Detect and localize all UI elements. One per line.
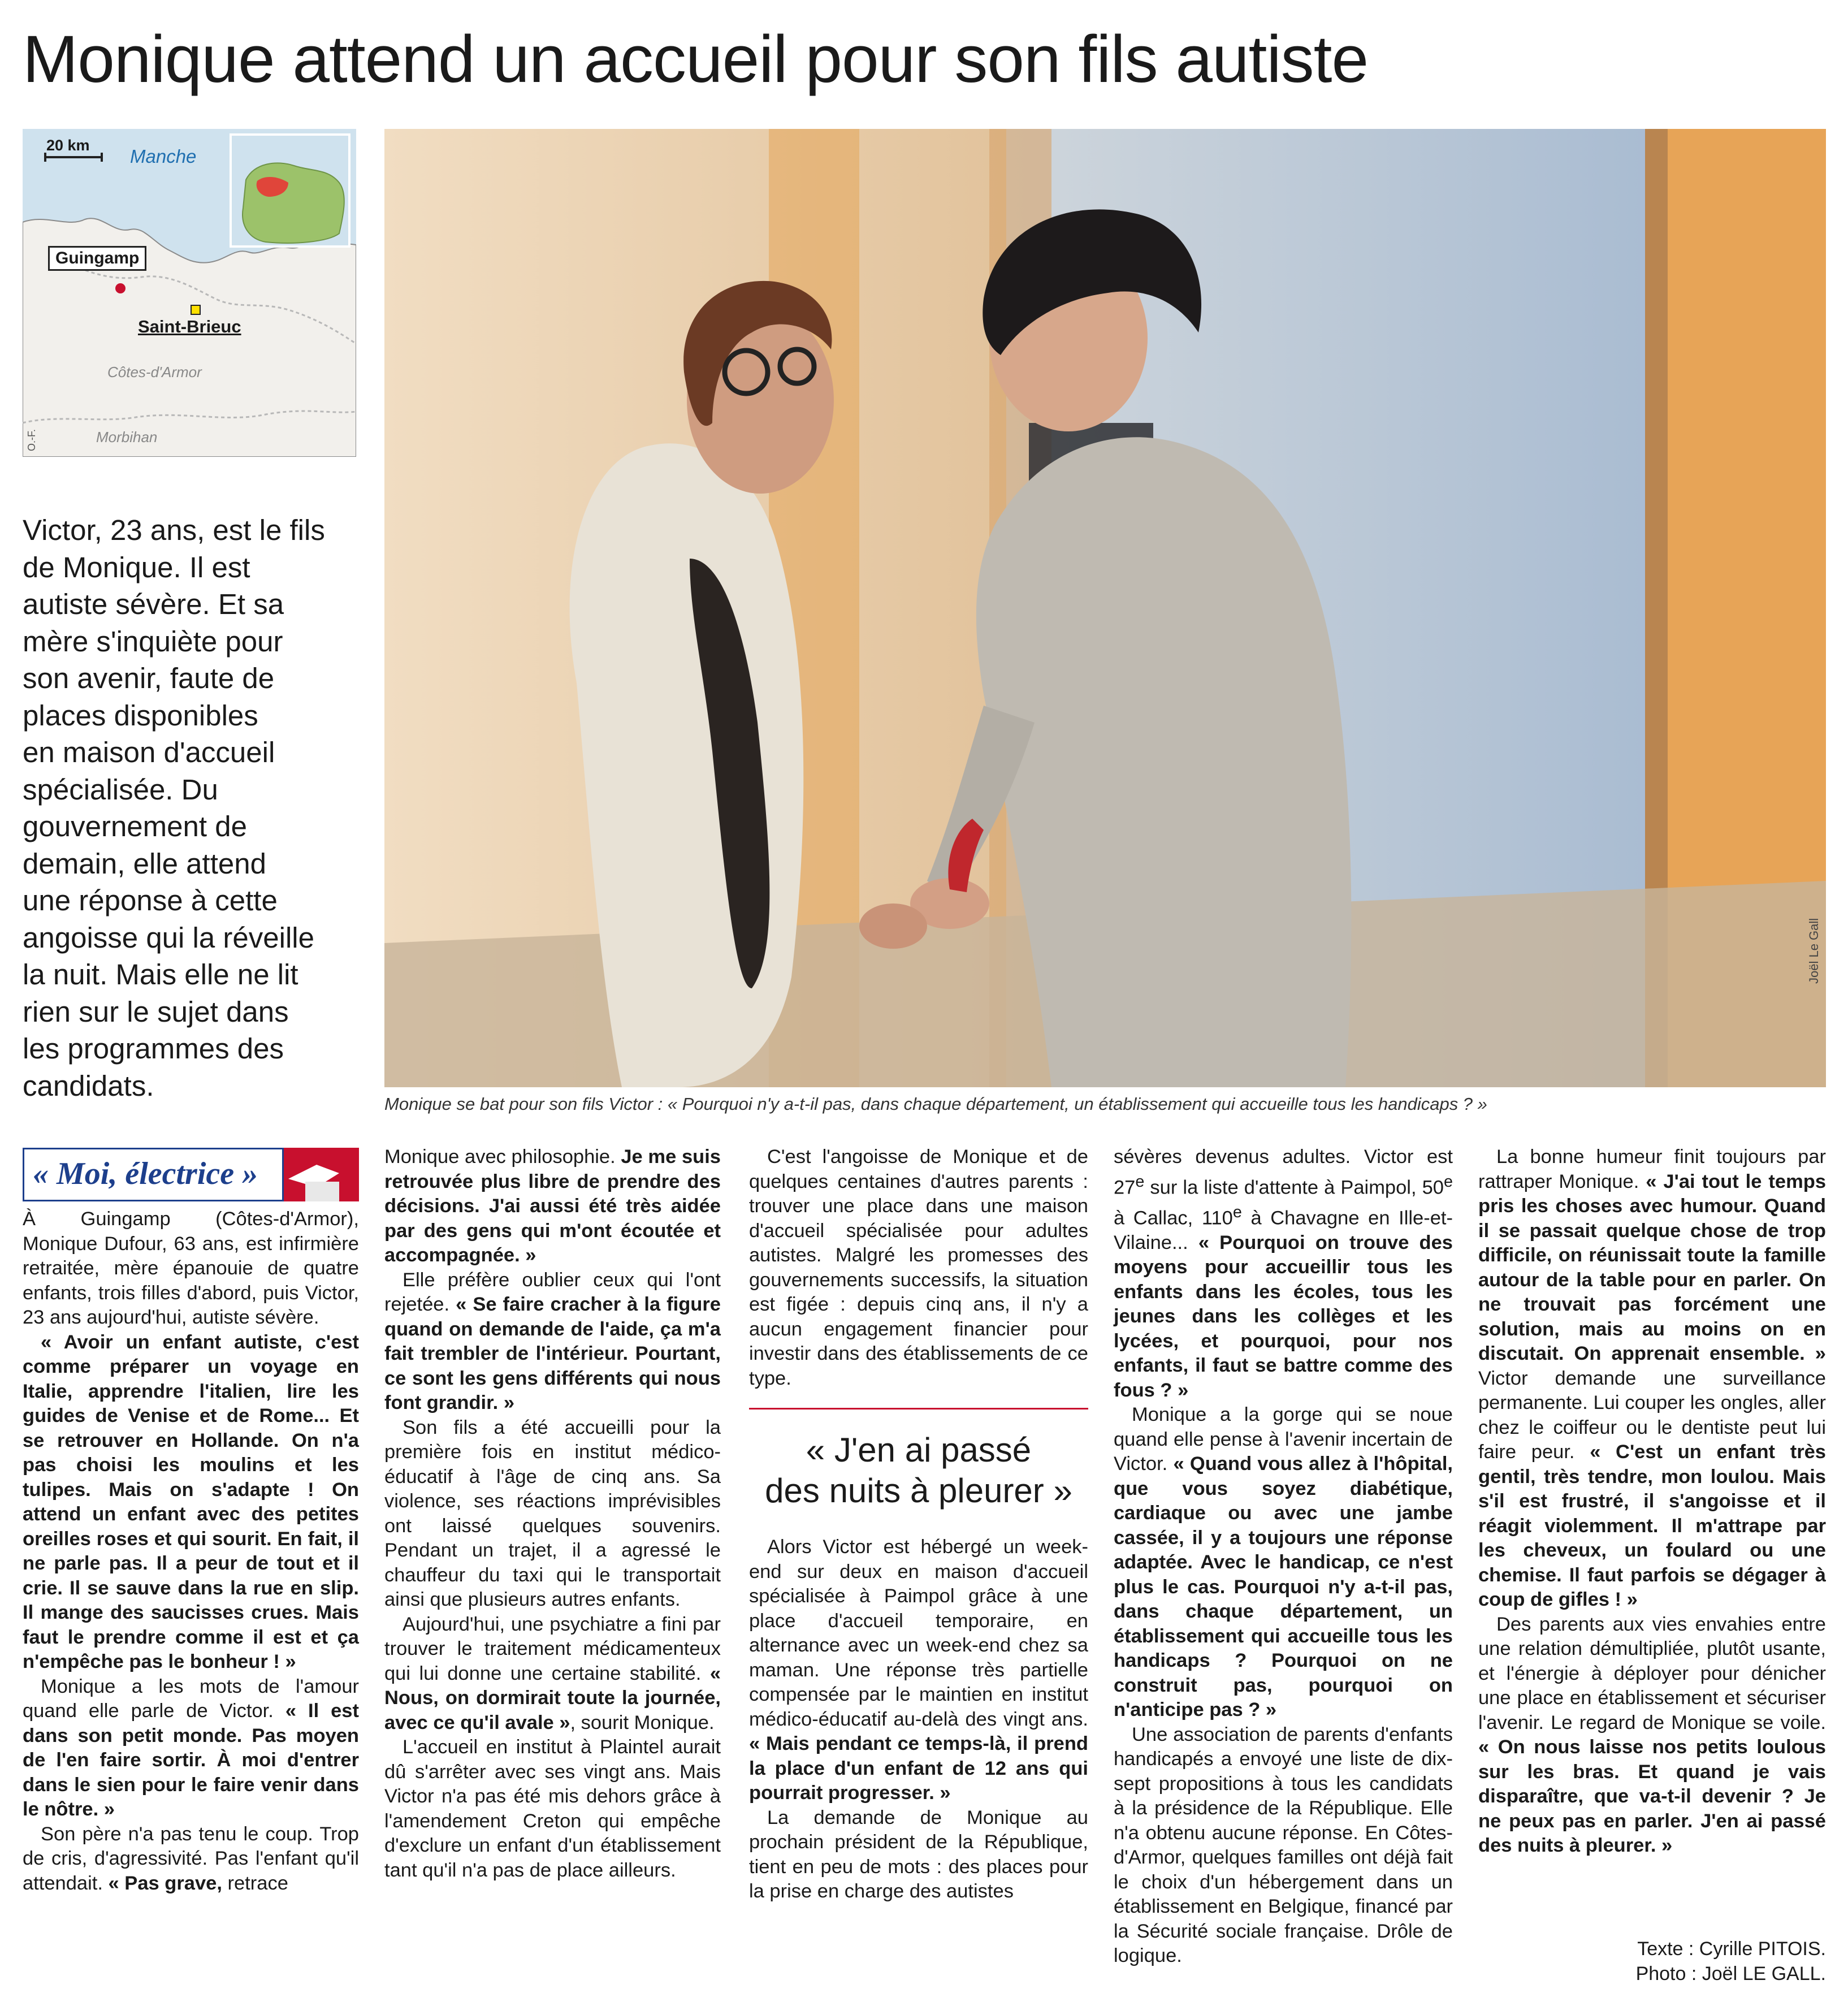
paragraph: À Guingamp (Côtes-d'Armor), Monique Dufour, 63 ans, est infirmière retraitée, mère épanouie de quatre enfants, trois filles d'abord, puis Victor, 23 ans aujourd'hui, autiste sévère.	[23, 1208, 359, 1328]
lead-line: rien sur le sujet dans	[23, 995, 289, 1028]
kicker-label: « Moi, électrice »	[33, 1156, 258, 1191]
photo-credit: Joël Le Gall	[1807, 918, 1821, 984]
article-column-4	[1114, 1145, 1453, 1969]
article-column-5	[1478, 1145, 1826, 1858]
series-kicker	[23, 1148, 359, 1201]
saint-brieuc-label: Saint-Brieuc	[138, 317, 241, 336]
paragraph: Des parents aux vies envahies entre une relation démultipliée, plutôt usante, et l'énergie à déployer pour dénicher une place en établissement et sécuriser l'avenir. Le regard de Monique se voile. « On nous laisse nos petits loulous sur les bras. Et quand je vais disparaître, que va-t-il devenir ? Je ne peux pas en parler. J'en ai passé des nuits à pleurer. »	[1478, 1613, 1826, 1856]
map-credit: O.-F.	[26, 429, 37, 451]
scale-label: 20 km	[46, 137, 90, 154]
lead-line: demain, elle attend	[23, 847, 266, 880]
photo-illustration	[384, 129, 1826, 1087]
lead-line: la nuit. Mais elle ne lit	[23, 958, 298, 991]
lead-line: les programmes des	[23, 1032, 284, 1065]
lead-line: spécialisée. Du	[23, 773, 218, 806]
pull-quote	[749, 1408, 1088, 1521]
paragraph: C'est l'angoisse de Monique et de quelques centaines d'autres parents : trouver une place dans une maison d'accueil spécialisée pour adultes autistes. Malgré les promesses des gouvernements successifs, la situation est figée : depuis cinq ans, il n'y a aucun engagement financier pour investir dans des établissements de ce type.	[749, 1146, 1088, 1389]
lead-line: en maison d'accueil	[23, 736, 275, 768]
lead-line: de Monique. Il est	[23, 551, 250, 583]
paragraph: sévères devenus adultes. Victor est 27e sur la liste d'attente à Paimpol, 50e à Callac, 110e à Chavagne en Ille-et-Vilaine... « Pourquoi on trouve des moyens pour accueillir tous les enfants dans les écoles, tous les jeunes dans les collèges et les lycées, et pourquoi, pour nos enfants, il faut se battre comme des fous ? »	[1114, 1146, 1453, 1401]
paragraph: La demande de Monique au prochain président de la République, tient en peu de mots : des places pour la prise en charge des autistes	[749, 1806, 1088, 1902]
morbihan-label: Morbihan	[96, 429, 158, 446]
paragraph: Monique a la gorge qui se noue quand elle pense à l'avenir incertain de Victor. « Quand vous allez à l'hôpital, que vous soyez diabétique, cardiaque ou avec une jambe cassée, il y a toujours une réponse adaptée. Avec le handicap, ce n'est plus le cas. Pourquoi n'y a-t-il pas, dans chaque département, un établissement qui accueille tous les handicaps ? Pourquoi on ne construit pas, pourquoi on n'anticipe pas ? »	[1114, 1404, 1453, 1720]
pull-quote-line: « J'en ai passé	[806, 1431, 1032, 1469]
headline: Monique attend un accueil pour son fils autiste	[23, 22, 1369, 97]
lead-line: une réponse à cette	[23, 884, 278, 916]
article-column-3b	[749, 1535, 1088, 1904]
paragraph: Aujourd'hui, une psychiatre a fini par trouver le traitement médicamenteux qui lui donne une certaine stabilité. « Nous, on dormirait toute la journée, avec ce qu'il avale », sourit Monique.	[384, 1613, 721, 1733]
saint-brieuc-marker	[191, 305, 200, 314]
paragraph: Son fils a été accueilli pour la première fois en institut médico-éducatif à l'âge de cinq ans. Sa violence, ses réactions imprévisibles ont laissé quelques souvenirs. Pendant un trajet, il a agressé le chauffeur du taxi qui le transportait ainsi que plusieurs autres enfants.	[384, 1416, 721, 1610]
paragraph: L'accueil en institut à Plaintel aurait dû s'arrêter avec ses vingt ans. Mais Victor n'a pas été mis dehors grâce à l'amendement Creton qui empêche d'exclure un enfant d'un établissement tant qu'il n'a pas de place ailleurs.	[384, 1736, 721, 1881]
paragraph: La bonne humeur finit toujours par rattraper Monique. « J'ai tout le temps pris les choses avec humour. Quand il se passait quelque chose de trop difficile, on réunissait toute la famille autour de la table pour en parler. On ne trouvait pas forcément une solution, mais au moins on en discutait. On apprenait ensemble. » Victor demande une surveillance permanente. Lui couper les ongles, aller chez le coiffeur ou le dentiste peut lui faire peur. « C'est un enfant très gentil, très tendre, mon loulou. Mais s'il est frustré, il s'angoisse et il réagit violemment. Il m'attrape par les cheveux, un foulard ou une chemise. Il faut parfois se dégager à coup de gifles ! »	[1478, 1146, 1827, 1610]
article-column-2	[384, 1145, 721, 1883]
lead-line: Victor, 23 ans, est le fils	[23, 514, 325, 546]
inset-land	[243, 163, 344, 243]
pull-quote-rule	[749, 1408, 1088, 1410]
lead-line: candidats.	[23, 1069, 154, 1102]
photo-byline: Photo : Joël LE GALL.	[1635, 1963, 1826, 1985]
article-column-1	[23, 1207, 359, 1896]
paragraph: Alors Victor est hébergé un week-end sur deux en maison d'accueil spécialisée à Paimpol grâce à une place d'accueil temporaire, en alternance avec un week-end chez sa maman. Une réponse très partielle compensée par le maintien en institut médico-éducatif au-delà des vingt ans. « Mais pendant ce temps-là, il prend la place d'un enfant de 12 ans qui pourrait progresser. »	[749, 1536, 1088, 1804]
lead-line: angoisse qui la réveille	[23, 921, 314, 954]
guingamp-label: Guingamp	[48, 246, 146, 271]
pull-quote-line: des nuits à pleurer »	[765, 1472, 1072, 1510]
guingamp-marker	[115, 283, 125, 293]
sea-label: Manche	[130, 146, 197, 167]
article-photo	[384, 129, 1826, 1087]
paragraph: Elle préfère oublier ceux qui l'ont rejetée. « Se faire cracher à la figure quand on demande de l'aide, ça m'a fait trembler de l'intérieur. Pourtant, ce sont les gens différents qui nous font grandir. »	[384, 1269, 721, 1413]
map-graphic	[23, 129, 356, 457]
paragraph: Son père n'a pas tenu le coup. Trop de cris, d'agressivité. Pas l'enfant qu'il attendait. « Pas grave, retrace	[23, 1823, 359, 1894]
lead-line: autiste sévère. Et sa	[23, 588, 284, 620]
paragraph: Une association de parents d'enfants handicapés a envoyé une liste de dix-sept propositions à tous les candidats à la présidence de la République. Elle n'a obtenu aucune réponse. En Côtes-d'Armor, quelques familles ont déjà fait le choix d'un hébergement dans un établissement en Belgique, financé par la Sécurité sociale française. Drôle de logique.	[1114, 1723, 1453, 1966]
lead-paragraph	[23, 512, 362, 1104]
lead-line: mère s'inquiète pour	[23, 625, 283, 658]
paragraph: Monique avec philosophie. Je me suis retrouvée plus libre de prendre des décisions. J'ai aussi été très aidée par des gens qui m'ont écoutée et accompagnée. »	[384, 1146, 721, 1266]
text-byline: Texte : Cyrille PITOIS.	[1637, 1938, 1826, 1960]
lead-line: places disponibles	[23, 699, 258, 732]
location-map	[23, 129, 356, 457]
paragraph: « Avoir un enfant autiste, c'est comme préparer un voyage en Italie, apprendre l'italien, lire les guides de Venise et de Rome... Et se retrouver en Hollande. On n'a pas choisi les moulins et les tulipes. Mais on s'adapte ! On attend un enfant avec des petites oreilles roses et qui sourit. En fait, il ne parle pas. Il a peur de tout et il crie. Il se sauve dans la rue en slip. Il mange des saucisses crues. Mais faut le prendre comme il est et ça n'empêche pas le bonheur ! »	[23, 1331, 359, 1672]
photo-caption: Monique se bat pour son fils Victor : « Pourquoi n'y a-t-il pas, dans chaque département, un établissement qui accueille tous les handicaps ? »	[384, 1094, 1487, 1114]
article-column-3	[749, 1145, 1088, 1391]
cotes-armor-label: Côtes-d'Armor	[107, 364, 202, 381]
lead-line: gouvernement de	[23, 810, 247, 842]
lead-line: son avenir, faute de	[23, 662, 275, 694]
paragraph: Monique a les mots de l'amour quand elle parle de Victor. « Il est dans son petit monde. Pas moyen de l'en faire sortir. À moi d'entrer dans le sien pour le faire venir dans le nôtre. »	[23, 1675, 359, 1820]
